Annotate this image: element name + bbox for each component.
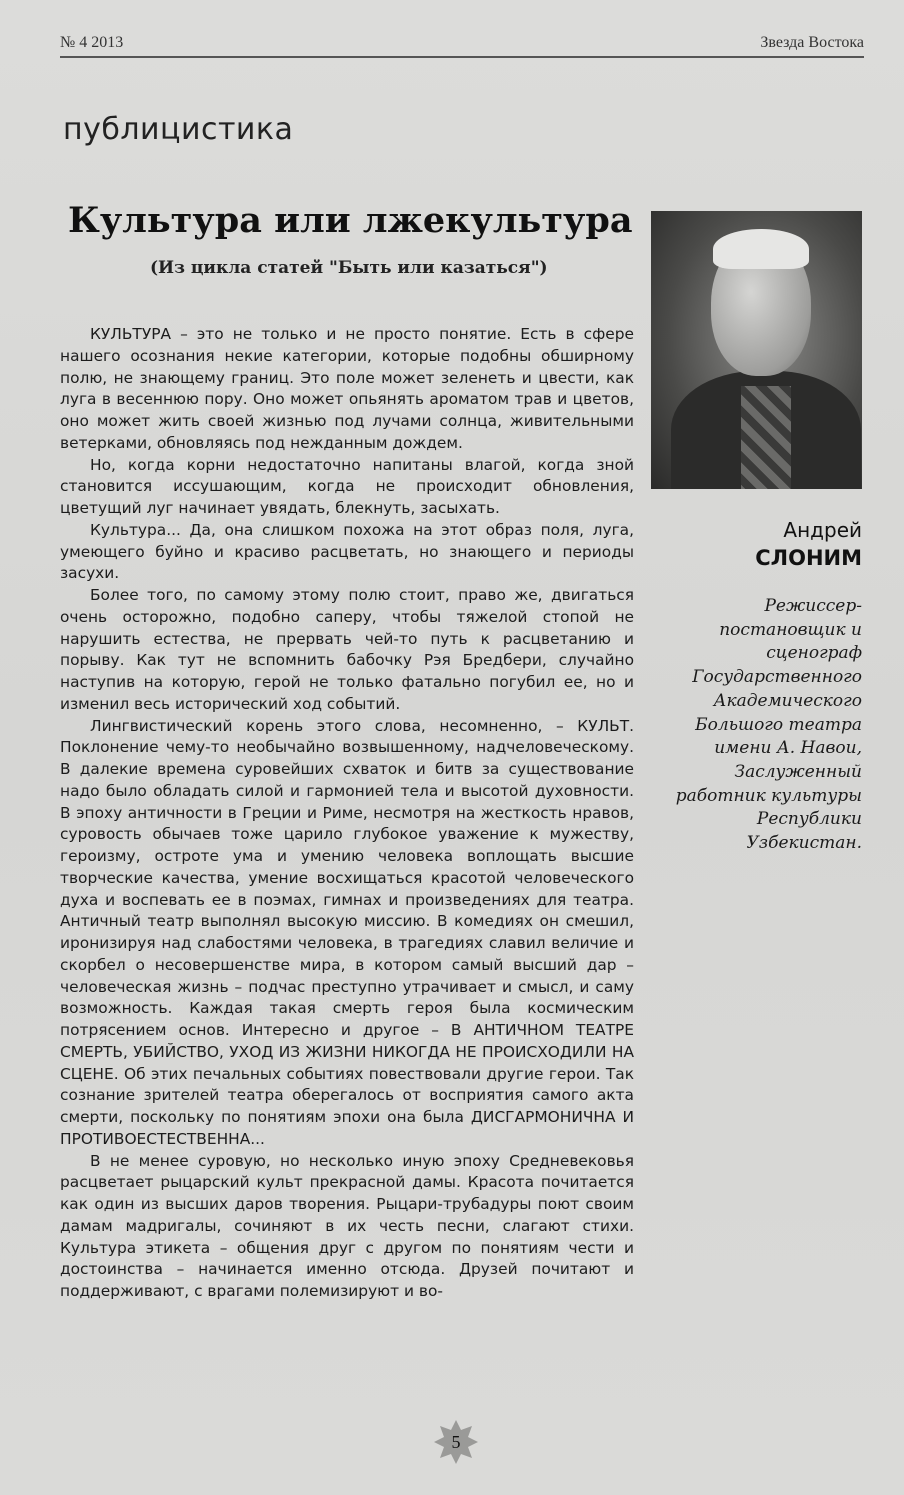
author-name [650, 516, 862, 572]
author-photo [651, 211, 862, 489]
issue-number: № 4 2013 [60, 34, 124, 51]
running-header [60, 34, 864, 58]
section-heading: публицистика [63, 112, 294, 147]
paragraph: Культура... Да, она слишком похожа на этот образ поля, луга, умеющего буйно и красиво расцветать, но знающего и периоды засухи. [60, 520, 634, 583]
article-body [60, 324, 634, 1303]
page-number-badge [432, 1418, 480, 1466]
photo-sweater [741, 386, 791, 489]
page-number: 5 [451, 1431, 461, 1452]
author-first-name: Андрей [783, 518, 862, 542]
author-last-name: СЛОНИМ [755, 546, 862, 570]
paragraph: Лингвистический корень этого слова, несомненно, – КУЛЬТ. Поклонение чему-то необычайно возвышенному, надчеловеческому. В далекие времена суровейших схваток и битв за существование надо было обладать силой и гармонией тела и высотой духовности. В эпоху античности в Греции и Риме, несмотря на жесткость нравов, суровость обычаев тоже царило глубокое уважение к мужеству, героизму, остроте ума и умению человека воплощать высшие творческие качества, умение восхищаться красотой человеческого духа и воспевать ее в поэмах, гимнах и произведениях для театра. Античный театр выполнял высокую миссию. В комедиях он смешил, иронизируя над слабостями человека, в трагедиях славил величие и скорбел о несовершенстве мира, в котором самый высший дар – человеческая жизнь – подчас преступно утрачивает и смысл, и саму возможность. Каждая такая смерть героя была космическим потрясением основ. Интересно и другое – В АНТИЧНОМ ТЕАТРЕ СМЕРТЬ, УБИЙСТВО, УХОД ИЗ ЖИЗНИ НИКОГДА НЕ ПРОИСХОДИЛИ НА СЦЕНЕ. Об этих печальных событиях повествовали другие герои. Так сознание зрителей театра оберегалось от восприятия самого акта смерти, поскольку по понятиям эпохи она была ДИСГАРМОНИЧНА И ПРОТИВОЕСТЕСТВЕННА... [60, 716, 634, 1148]
author-bio: Режиссер-постановщик и сценограф Государственного Академического Большого театра имени А. Навои, Заслуженный работник культуры Республики Узбекистан. [675, 596, 862, 854]
paragraph: Но, когда корни недостаточно напитаны влагой, когда зной становится иссушающим, когда не происходит обновления, цветущий луг начинает увядать, блекнуть, засыхать. [60, 455, 634, 517]
photo-hair [713, 229, 809, 269]
paragraph: В не менее суровую, но несколько иную эпоху Средневековья расцветает рыцарский культ прекрасной дамы. Красота почитается как один из высших даров творения. Рыцари-трубадуры поют своим дамам мадригалы, сочиняют в их честь песни, слагают стихи. Культура этикета – общения друг с другом по понятиям чести и достоинства – начинается именно отсюда. Друзей почитают и поддерживают, с врагами полемизируют и во- [60, 1151, 634, 1300]
paragraph: КУЛЬТУРА – это не только и не просто понятие. Есть в сфере нашего осознания некие категории, которые подобны обширному полю, не знающему границ. Это поле может зеленеть и цвести, как луга в весеннюю пору. Оно может опьянять ароматом трав и цветов, оно может жить своей жизнью под лучами солнца, живительными ветерками, обновляясь под нежданным дождем. [60, 325, 634, 452]
journal-name: Звезда Востока [760, 34, 864, 51]
article-subtitle: (Из цикла статей "Быть или казаться") [150, 258, 548, 278]
paragraph: Более того, по самому этому полю стоит, право же, двигаться очень осторожно, подобно саперу, чтобы тяжелой стопой не нарушить естества, не прервать чей-то путь к расцветанию и порыву. Как тут не вспомнить бабочку Рэя Бредбери, случайно наступив на которую, герой не только фатально погубил ее, но и изменил весь исторический ход событий. [60, 586, 634, 713]
article-title: Культура или лжекультура [68, 200, 633, 241]
